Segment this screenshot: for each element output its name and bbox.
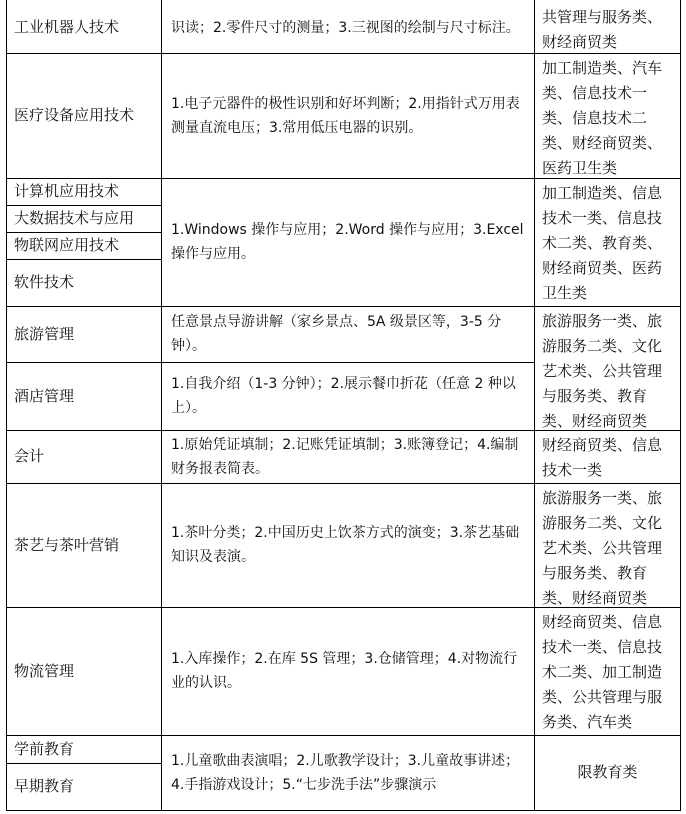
row-divider	[6, 205, 161, 206]
requirement-text: 1.儿童歌曲表演唱；2.儿歌教学设计；3.儿童故事讲述；4.手指游戏设计；5.“七步洗手法”步骤演示	[171, 752, 520, 793]
major-name: 物联网应用技术	[14, 236, 120, 254]
major-name: 早期教育	[14, 777, 75, 795]
category-text: 旅游服务一类、旅游服务二类、文化艺术类、公共管理与服务类、教育类、财经商贸类	[542, 489, 663, 607]
requirement-text: 1.Windows 操作与应用；2.Word 操作与应用；3.Excel 操作与应用。	[171, 222, 524, 262]
major-cell	[6, 259, 161, 306]
major-cell	[6, 53, 161, 178]
major-name: 工业机器人技术	[14, 18, 120, 36]
row-divider	[6, 362, 534, 363]
major-cell	[6, 178, 161, 205]
major-cell	[6, 306, 161, 362]
requirement-cell	[161, 178, 534, 306]
category-text: 财经商贸类、信息技术一类、信息技术二类、加工制造类、公共管理与服务类、汽车类	[542, 613, 663, 731]
major-name: 软件技术	[14, 273, 75, 291]
column-divider	[534, 0, 535, 811]
requirement-cell	[161, 362, 534, 430]
requirement-text: 任意景点导游讲解（家乡景点、5A 级景区等，3-5 分钟）。	[171, 314, 502, 354]
requirement-cell	[161, 607, 534, 735]
requirement-cell	[161, 306, 534, 362]
requirement-text: 1.入库操作；2.在库 5S 管理；3.仓储管理；4.对物流行业的认识。	[171, 651, 518, 691]
row-divider	[6, 607, 681, 608]
requirement-text: 1.原始凭证填制；2.记账凭证填制；3.账簿登记；4.编制财务报表简表。	[171, 436, 519, 477]
requirement-cell	[161, 430, 534, 483]
category-cell	[534, 306, 681, 430]
major-cell	[6, 483, 161, 607]
row-divider	[6, 53, 681, 54]
table-left-border	[6, 0, 7, 811]
requirement-text: 1.茶叶分类；2.中国历史上饮茶方式的演变；3.茶艺基础知识及表演。	[171, 525, 520, 565]
requirement-cell	[161, 53, 534, 178]
requirement-cell	[161, 735, 534, 810]
row-divider	[6, 306, 681, 307]
major-cell	[6, 362, 161, 430]
category-cell	[534, 178, 681, 306]
major-cell	[6, 607, 161, 735]
table-right-border	[680, 0, 681, 811]
major-name: 酒店管理	[14, 386, 75, 405]
row-divider	[6, 259, 161, 260]
category-text: 共管理与服务类、财经商贸类	[542, 8, 663, 51]
major-cell	[6, 232, 161, 259]
table-bottom-border	[6, 810, 681, 811]
category-text: 加工制造类、信息技术一类、信息技术二类、教育类、财经商贸类、医药卫生类	[542, 184, 663, 302]
category-text: 财经商贸类、信息技术一类	[542, 436, 663, 479]
major-name: 物流管理	[14, 661, 75, 680]
category-cell	[534, 735, 681, 810]
column-divider	[161, 0, 162, 811]
major-cell	[6, 735, 161, 763]
category-cell	[534, 430, 681, 483]
requirement-text: 1.自我介绍（1-3 分钟）；2.展示餐巾折花（任意 2 种以上）。	[171, 376, 516, 416]
category-cell	[534, 53, 681, 178]
row-divider	[6, 763, 161, 764]
major-name: 医疗设备应用技术	[14, 106, 135, 124]
requirement-text: 识读；2.零件尺寸的测量；3.三视图的绘制与尺寸标注。	[171, 19, 520, 36]
category-cell	[534, 2, 681, 53]
row-divider	[6, 430, 681, 431]
major-cell	[6, 430, 161, 483]
row-divider	[6, 232, 161, 233]
row-divider	[6, 735, 681, 736]
major-name: 茶艺与茶叶营销	[14, 535, 120, 554]
major-name: 计算机应用技术	[14, 182, 120, 200]
category-text: 旅游服务一类、旅游服务二类、文化艺术类、公共管理与服务类、教育类、财经商贸类	[542, 312, 663, 430]
requirement-text: 1.电子元器件的极性识别和好坏判断；2.用指针式万用表测量直流电压；3.常用低压电器的识别。	[171, 95, 520, 136]
major-name: 大数据技术与应用	[14, 209, 135, 227]
category-cell	[534, 483, 681, 607]
category-cell	[534, 607, 681, 735]
row-divider	[6, 483, 681, 484]
requirement-cell	[161, 483, 534, 607]
major-cell	[6, 2, 161, 53]
category-text: 加工制造类、汽车类、信息技术一类、信息技术二类、财经商贸类、医药卫生类	[542, 59, 663, 177]
major-name: 旅游管理	[14, 324, 75, 343]
requirement-cell	[161, 2, 534, 53]
category-text: 限教育类	[577, 763, 638, 781]
major-cell	[6, 205, 161, 232]
major-name: 学前教育	[14, 739, 75, 758]
major-name: 会计	[14, 447, 45, 465]
major-cell	[6, 763, 161, 810]
row-divider	[6, 178, 681, 179]
